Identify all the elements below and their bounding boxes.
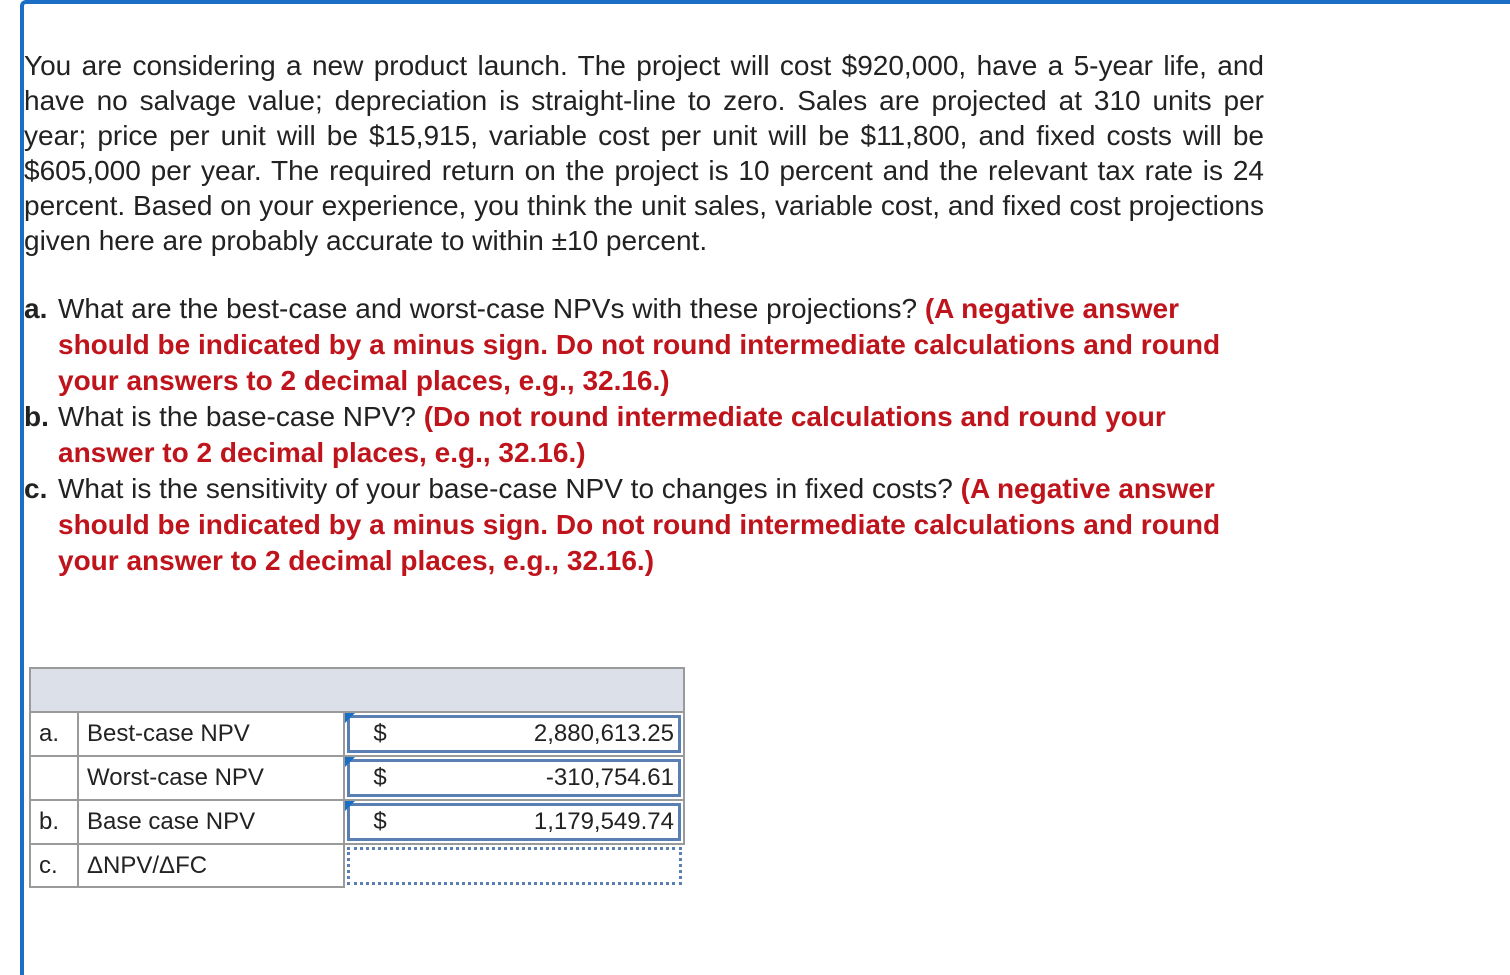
answer-value: 1,179,549.74: [533, 808, 674, 835]
row-letter: b.: [30, 800, 78, 844]
question-a: [24, 291, 1264, 399]
row-letter: [30, 756, 78, 800]
row-letter: a.: [30, 712, 78, 756]
best-case-npv-input[interactable]: [347, 715, 681, 753]
table-row: [30, 844, 684, 887]
answer-cell: [344, 844, 684, 887]
currency-symbol: $: [373, 808, 387, 835]
answer-cell: [344, 756, 684, 800]
table-row: [30, 800, 684, 844]
problem-text: You are considering a new product launch. The project will cost $920,000, have a 5-year life, and have no salvage value; depreciation is straight-line to zero. Sales are projected at 310 units per year; price per unit will be $15,915, variable cost per unit will be $11,800, and fixed costs will be $605,000 per year. The required return on the project is 10 percent and the relevant tax rate is 24 percent. Based on your experience, you think the unit sales, variable cost, and fixed cost projections given here are probably accurate to within ±10 percent.: [24, 50, 1264, 256]
row-label: ΔNPV/ΔFC: [78, 844, 344, 887]
answer-value: 2,880,613.25: [533, 720, 674, 747]
question-b: [24, 399, 1264, 471]
header-cell: [30, 668, 684, 712]
table-row: [30, 756, 684, 800]
answer-value: -310,754.61: [545, 764, 674, 791]
question-text: What is the base-case NPV?: [58, 401, 416, 432]
question-text: What are the best-case and worst-case NPVs with these projections?: [58, 293, 918, 324]
base-case-npv-input[interactable]: [347, 803, 681, 841]
flag-marker-icon: [345, 713, 355, 723]
question-instruction: (A negative answer should be indicated by a minus sign. Do not round intermediate calculations and round your answers to 2 decimal places, e.g., 32.16.): [58, 293, 1221, 396]
worst-case-npv-input[interactable]: [347, 759, 681, 797]
answer-table: [29, 667, 685, 888]
row-letter: c.: [30, 844, 78, 887]
question-text: What is the sensitivity of your base-case NPV to changes in fixed costs?: [58, 473, 953, 504]
currency-symbol: $: [373, 764, 387, 791]
row-label: Worst-case NPV: [78, 756, 344, 800]
flag-marker-icon: [345, 757, 355, 767]
answer-cell: [344, 712, 684, 756]
question-instruction: (Do not round intermediate calculations and round your answer to 2 decimal places, e.g., 32.16.): [58, 401, 1166, 468]
question-label: a.: [24, 293, 48, 324]
row-label: Base case NPV: [78, 800, 344, 844]
sensitivity-input[interactable]: [347, 847, 682, 885]
question-label: b.: [24, 401, 49, 432]
table-row: [30, 712, 684, 756]
answer-table-header: [30, 668, 684, 712]
question-list: [24, 291, 1264, 579]
row-label: Best-case NPV: [78, 712, 344, 756]
question-content: [24, 48, 1264, 579]
question-label: c.: [24, 473, 48, 504]
currency-symbol: $: [373, 720, 387, 747]
question-c: [24, 471, 1264, 579]
flag-marker-icon: [345, 801, 355, 811]
question-instruction: (A negative answer should be indicated by a minus sign. Do not round intermediate calculations and round your answer to 2 decimal places, e.g., 32.16.): [58, 473, 1221, 576]
answer-cell: [344, 800, 684, 844]
